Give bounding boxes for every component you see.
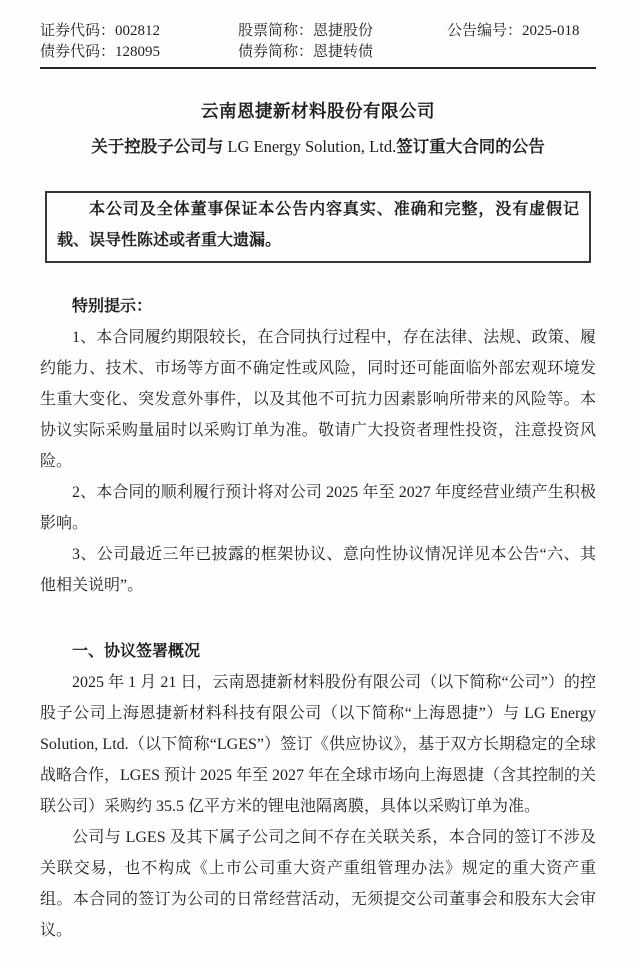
announcement-number-label: 公告编号： [447, 23, 523, 39]
disclaimer-text: 本公司及全体董事保证本公告内容真实、准确和完整，没有虚假记载、误导性陈述或者重大遗漏。 [57, 201, 579, 249]
special-notice-item-3: 3、公司最近三年已披露的框架协议、意向性协议情况详见本公告“六、其他相关说明”。 [40, 546, 596, 594]
securities-code [40, 21, 238, 42]
special-notice-item-1: 1、本合同履约期限较长，在合同执行过程中，存在法律、法规、政策、履约能力、技术、市场等方面不确定性或风险，同时还可能面临外部宏观环境发生重大变化、突发意外事件，以及其他不可抗力因素影响所带来的风险等。本协议实际采购量届时以采购订单为准。敬请广大投资者理性投资，注意投资风险。 [40, 329, 596, 470]
bond-name [238, 42, 447, 63]
announcement-subtitle [40, 134, 596, 159]
announcement-number-value: 2025-018 [522, 23, 580, 39]
bond-code-value: 128095 [115, 44, 161, 60]
securities-code-value: 002812 [115, 23, 161, 39]
header-spacer [447, 42, 596, 63]
special-notice-heading: 特别提示： [72, 298, 153, 315]
stock-name-label: 股票简称： [238, 23, 314, 39]
document-header [40, 21, 596, 63]
company-title: 云南恩捷新材料股份有限公司 [201, 101, 435, 121]
header-divider [40, 67, 596, 69]
stock-name [238, 21, 447, 42]
bond-code [40, 42, 238, 63]
subtitle-prefix: 关于控股子公司与 [91, 137, 228, 156]
section-one-heading: 一、协议签署概况 [72, 643, 201, 660]
disclaimer-box [45, 191, 591, 263]
securities-code-label: 证券代码： [40, 23, 116, 39]
special-notice-item-2: 2、本合同的顺利履行预计将对公司 2025 年至 2027 年度经营业绩产生积极影响。 [40, 484, 596, 532]
bond-name-value: 恩捷转债 [313, 44, 374, 60]
section-one-paragraph-1: 2025 年 1 月 21 日，云南恩捷新材料股份有限公司（以下简称“公司”）的控股子公司上海恩捷新材料科技有限公司（以下简称“上海恩捷”）与 LG Energy Solution, Ltd.（以下简称“LGES”）签订《供应协议》，基于双方长期稳定的全球战略合作，LGES 预计 2025 年至 2027 年在全球市场向上海恩捷（含其控制的关联公司）采购约 35.5 亿平方米的锂电池隔离膜，具体以采购订单为准。 [40, 674, 597, 815]
stock-name-value: 恩捷股份 [313, 23, 374, 39]
announcement-number [447, 21, 596, 42]
section-one-paragraph-2: 公司与 LGES 及其下属子公司之间不存在关联关系，本合同的签订不涉及关联交易，也不构成《上市公司重大资产重组管理办法》规定的重大资产重组。本合同的签订为公司的日常经营活动，无须提交公司董事会和股东大会审议。 [40, 829, 596, 939]
bond-code-label: 债券代码： [40, 44, 116, 60]
bond-name-label: 债券简称： [238, 44, 314, 60]
subtitle-latin-name: LG Energy Solution, Ltd. [227, 137, 397, 156]
subtitle-suffix: 签订重大合同的公告 [396, 137, 545, 156]
